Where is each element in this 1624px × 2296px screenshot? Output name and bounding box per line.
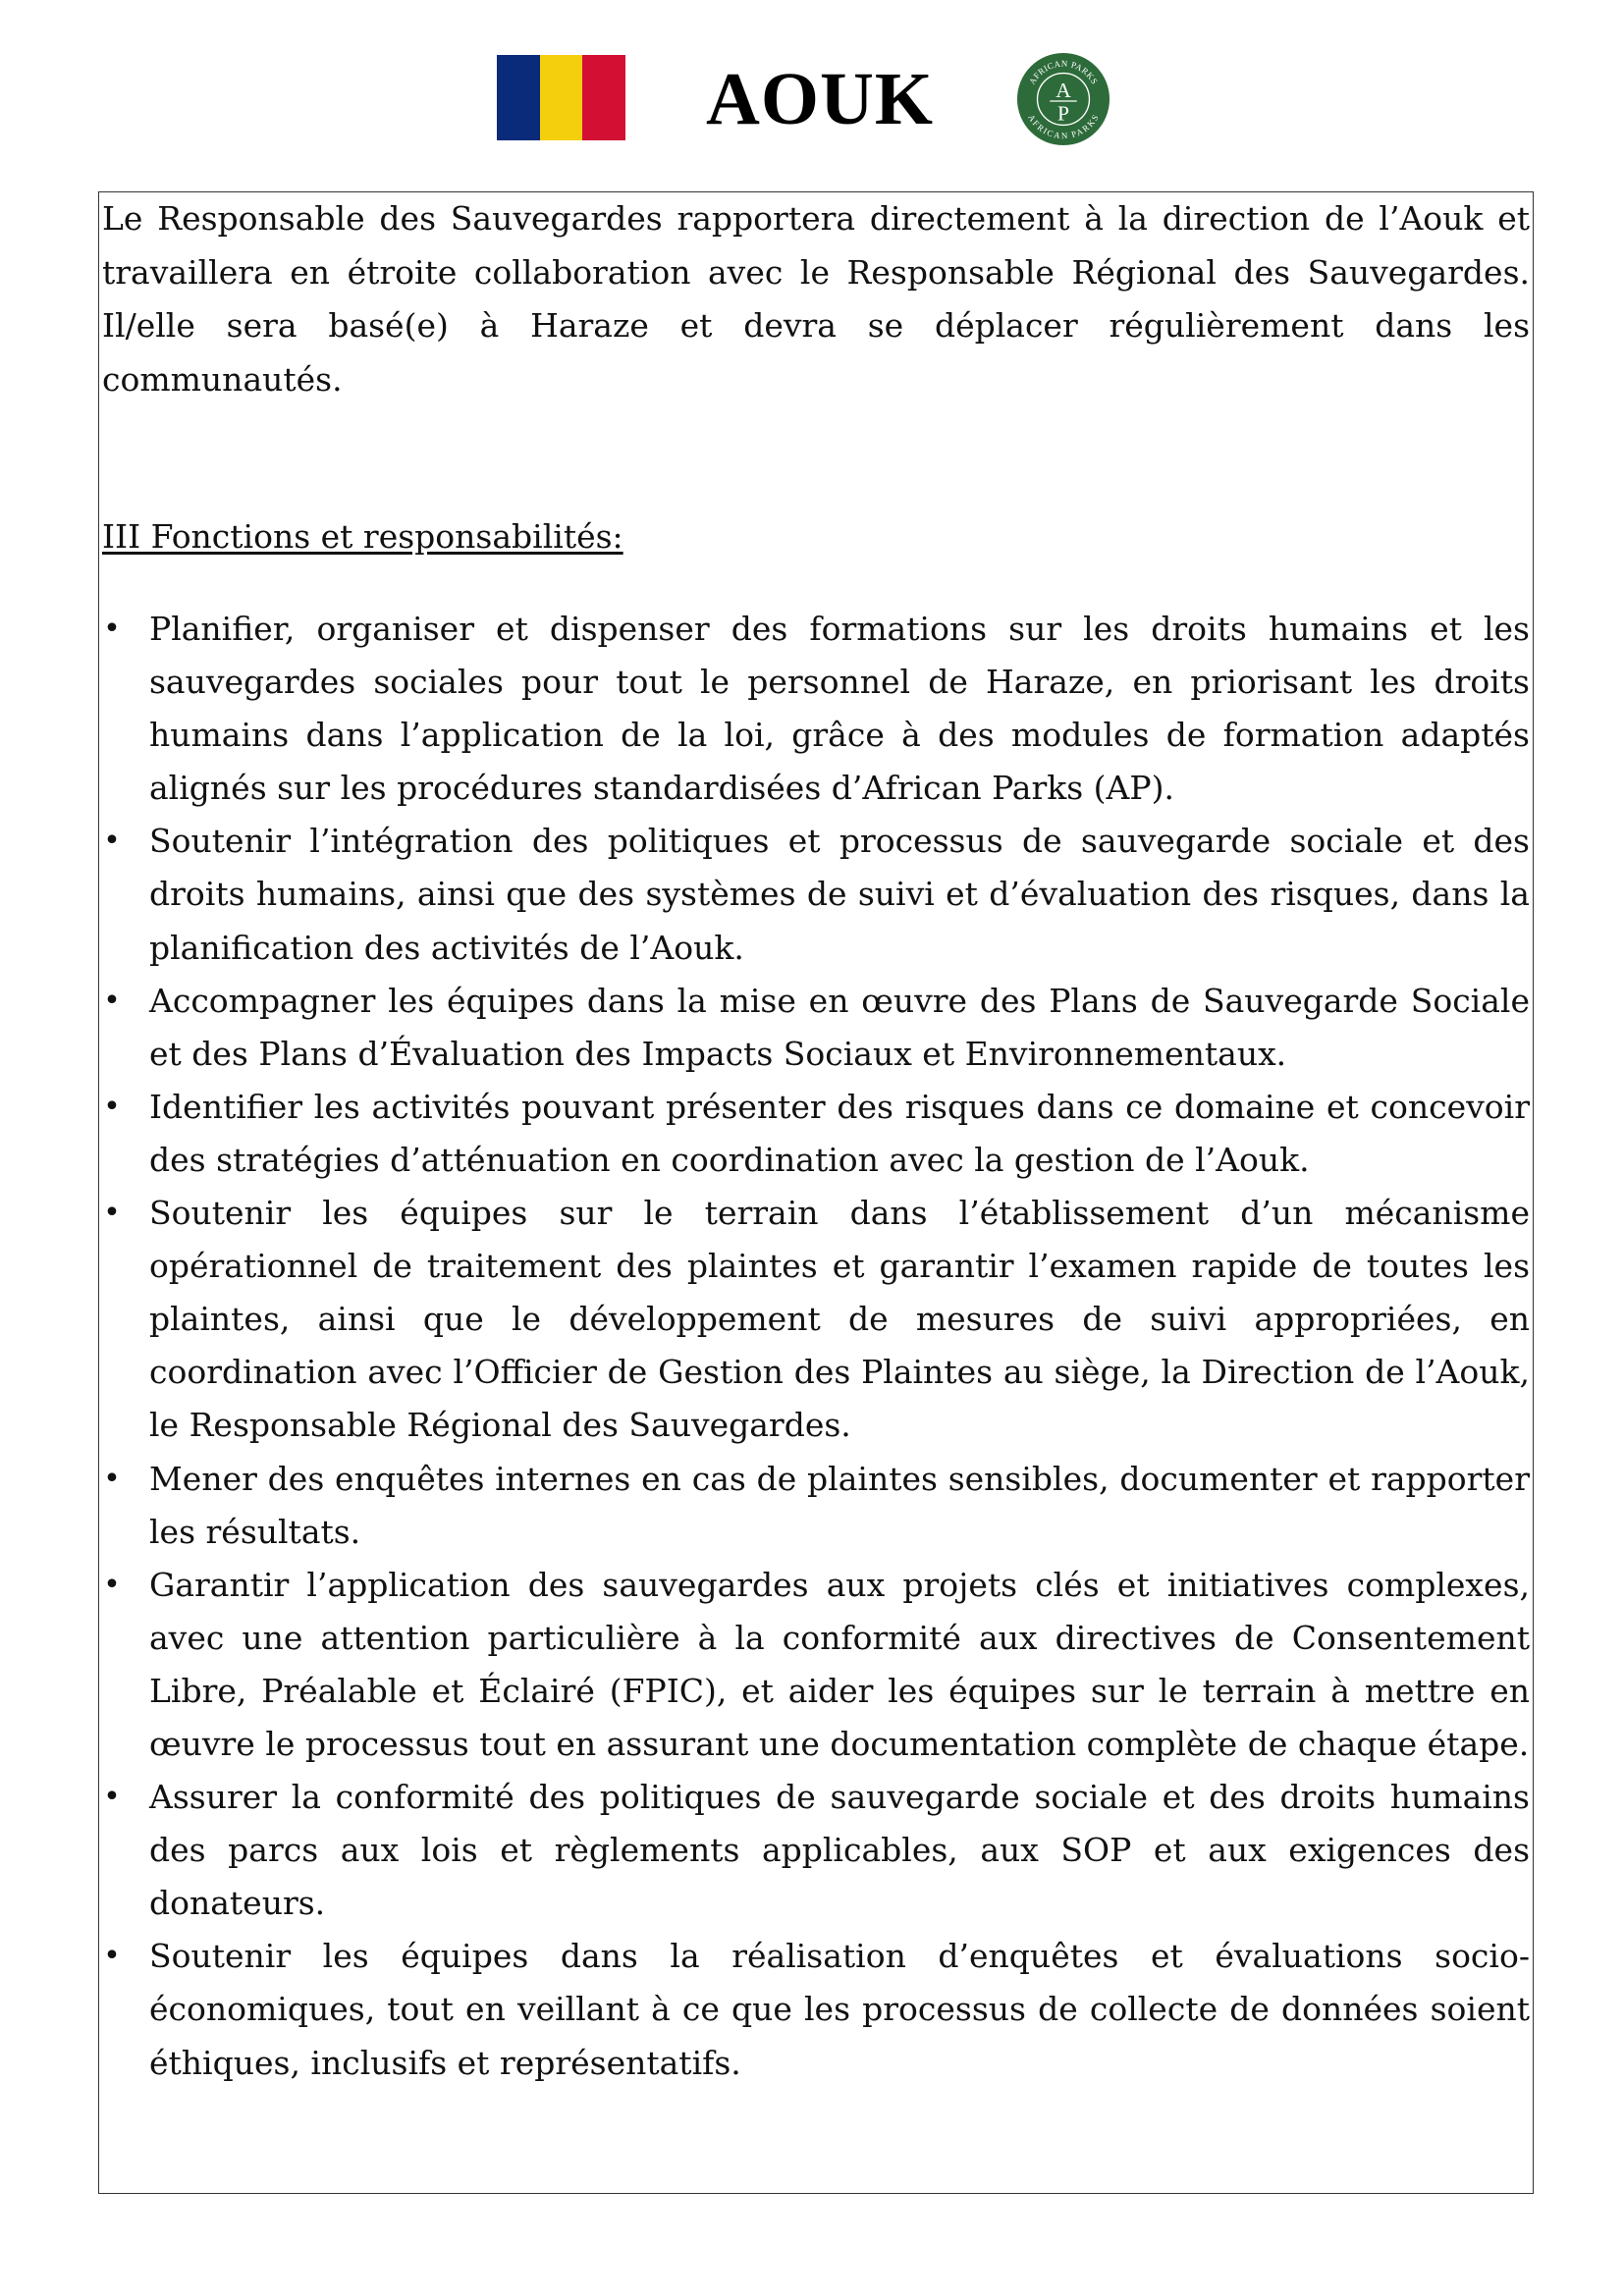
list-item xyxy=(102,1771,1530,1930)
list-item xyxy=(102,1081,1530,1187)
bullet-icon: • xyxy=(103,1567,121,1602)
list-item xyxy=(102,975,1530,1081)
list-item-text: Soutenir l’intégration des politiques et processus de sauvegarde sociale et des droits humains, ainsi que des systèmes de suivi et d’évaluation des risques, dans la planification des activités de l’Aouk. xyxy=(149,822,1530,967)
list-item-text: Soutenir les équipes dans la réalisation d’enquêtes et évaluations socio-économiques, tout en veillant à ce que les processus de collecte de données soient éthiques, inclusifs et représentatifs. xyxy=(149,1937,1530,2082)
responsibilities-list xyxy=(102,603,1530,2090)
list-item xyxy=(102,815,1530,974)
list-item-text: Identifier les activités pouvant présenter des risques dans ce domaine et concevoir des stratégies d’atténuation en coordination avec la gestion de l’Aouk. xyxy=(149,1087,1530,1179)
list-item xyxy=(102,1559,1530,1771)
bullet-icon: • xyxy=(103,824,121,859)
intro-paragraph: Le Responsable des Sauvegardes rapportera directement à la direction de l’Aouk et travaillera en étroite collaboration avec le Responsable Régional des Sauvegardes. Il/elle sera basé(e) à Haraze et devra se déplacer régulièrement dans les communautés. xyxy=(102,199,1530,399)
logo-monogram-a: A xyxy=(1056,79,1071,103)
list-item xyxy=(102,1930,1530,2089)
flag-stripe-red xyxy=(582,55,625,140)
list-item-text: Garantir l’application des sauvegardes aux projets clés et initiatives complexes, avec une attention particulière à la conformité aux directives de Consentement Libre, Préalable et Éclairé (FPIC), et aider les équipes sur le terrain à mettre en œuvre le processus tout en assurant une documentation complète de chaque étape. xyxy=(149,1565,1530,1763)
bullet-icon: • xyxy=(103,1780,121,1815)
flag-stripe-blue xyxy=(497,55,540,140)
chad-flag xyxy=(497,55,625,140)
african-parks-logo xyxy=(1015,51,1111,147)
page-title: AOUK xyxy=(706,58,934,140)
logo-ring-text-top-path: AFRICAN PARKS xyxy=(1026,58,1101,86)
bullet-icon: • xyxy=(103,1939,121,1974)
list-item xyxy=(102,1187,1530,1452)
page-header xyxy=(0,49,1624,147)
bullet-icon: • xyxy=(103,1196,121,1231)
bullet-icon: • xyxy=(103,983,121,1018)
list-item-text: Soutenir les équipes sur le terrain dans l’établissement d’un mécanisme opérationnel de traitement des plaintes et garantir l’examen rapide de toutes les plaintes, ainsi que le développement de mesures de suivi appropriées, en coordination avec l’Officier de Gestion des Plaintes au siège, la Direction de l’Aouk, le Responsable Régional des Sauvegardes. xyxy=(149,1194,1530,1445)
list-item-text: Mener des enquêtes internes en cas de plaintes sensibles, documenter et rapporter les résultats. xyxy=(149,1459,1530,1551)
bullet-icon: • xyxy=(103,612,121,646)
list-item-text: Accompagner les équipes dans la mise en œuvre des Plans de Sauvegarde Sociale et des Plans d’Évaluation des Impacts Sociaux et Environnementaux. xyxy=(149,981,1530,1073)
section-heading: III Fonctions et responsabilités: xyxy=(102,517,623,556)
bullet-icon: • xyxy=(103,1461,121,1496)
logo-ring-text-bottom-path: AFRICAN PARKS xyxy=(1026,112,1101,141)
flag-stripe-yellow xyxy=(540,55,583,140)
list-item xyxy=(102,1453,1530,1559)
list-item-text: Assurer la conformité des politiques de sauvegarde sociale et des droits humains des parcs aux lois et règlements applicables, aux SOP et aux exigences des donateurs. xyxy=(149,1778,1530,1923)
list-item xyxy=(102,603,1530,815)
logo-monogram-p: P xyxy=(1057,101,1069,126)
bullet-icon: • xyxy=(103,1089,121,1124)
list-item-text: Planifier, organiser et dispenser des formations sur les droits humains et les sauvegardes sociales pour tout le personnel de Haraze, en priorisant les droits humains dans l’application de la loi, grâce à des modules de formation adaptés alignés sur les procédures standardisées d’African Parks (AP). xyxy=(149,610,1530,808)
